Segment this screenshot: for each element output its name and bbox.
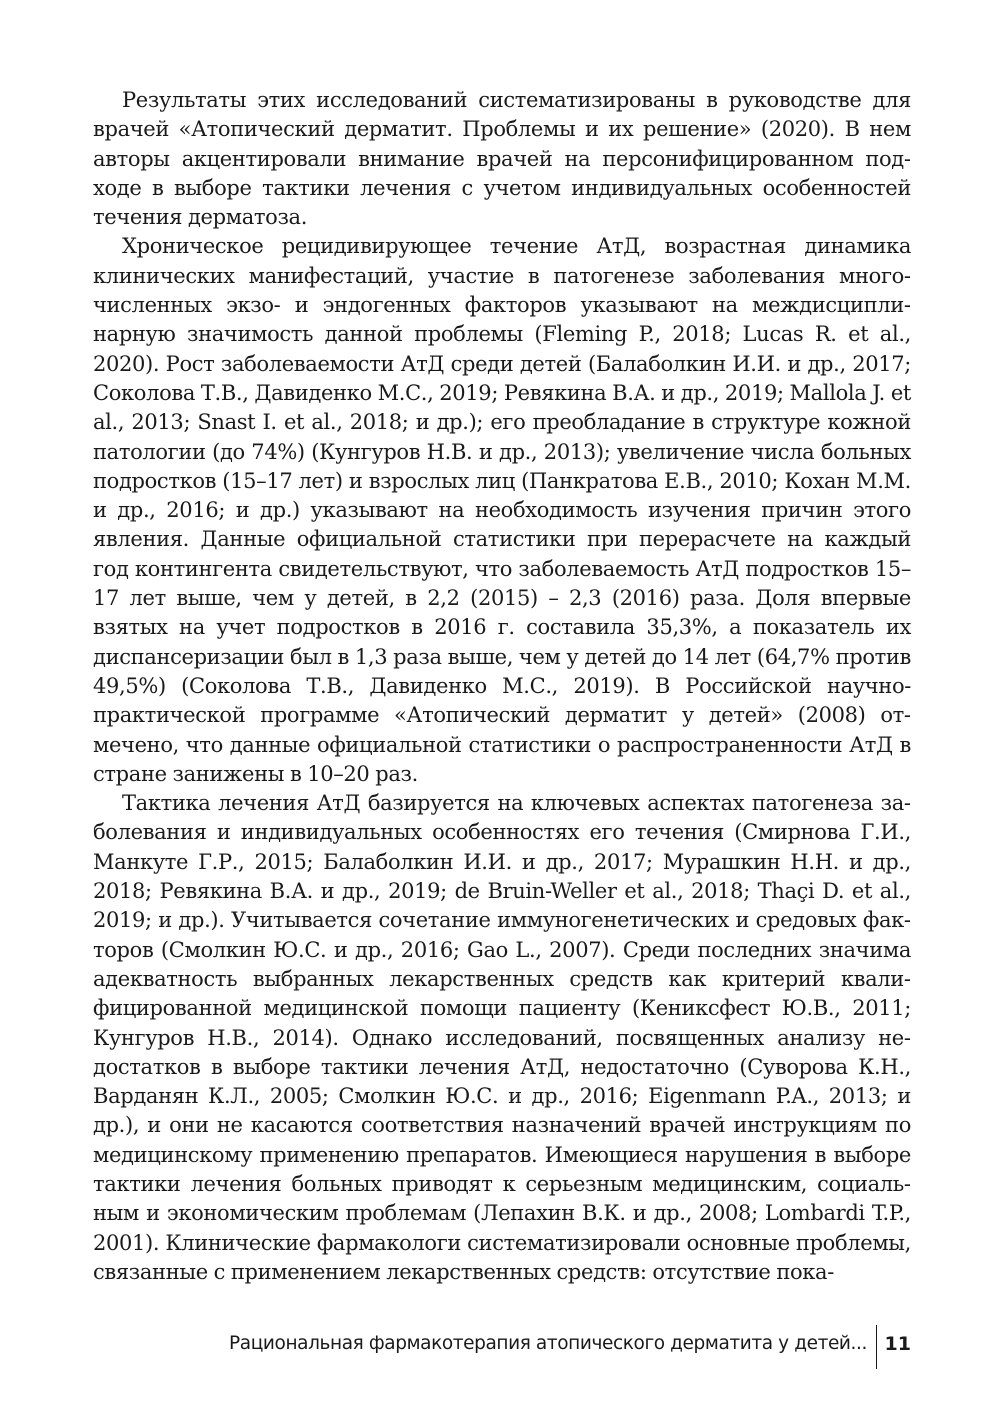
paragraph-2: Хроническое рецидивирующее течение АтД, возрастная динамика клинических манифестаций, участие в патогенезе заболевания многочисленных экзо- и эндогенных факторов указывают на междисциплинарную значимость данной проблемы (Fleming P., 2018; Lucas R. et al., 2020). Рост заболеваемости АтД среди детей (Балаболкин И.И. и др., 2017; Соколова Т.В., Давиденко М.С., 2019; Ревякина В.А. и др., 2019; Mallola J. et al., 2013; Snast I. et al., 2018; и др.); его преобладание в структуре кожной патологии (до 74%) (Кунгуров Н.В. и др., 2013); увеличение числа больных подростков (15–17 лет) и взрослых лиц (Панкратова Е.В., 2010; Кохан М.М. и др., 2016; и др.) указывают на необходимость изучения причин этого явления. Данные официальной статистики при перерасчете на каждый год контингента свидетельствуют, что заболеваемость АтД подростков 15–17 лет выше, чем у детей, в 2,2 (2015) – 2,3 (2016) раза. Доля впервые взятых на учет подростков в 2016 г. составила 35,3%, а показатель их диспансеризации был в 1,3 раза выше, чем у детей до 14 лет (64,7% против 49,5%) (Соколова Т.В., Давиденко М.С., 2019). В Российской научно-практической программе «Атопический дерматит у детей» (2008) отмечено, что данные официальной статистики о распространенности АтД в стране занижены в 10–20 раз. [93, 234, 911, 786]
paragraph-1: Результаты этих исследований систематизированы в руководстве для врачей «Атопический дерматит. Проблемы и их решение» (2020). В нем авторы акцентировали внимание врачей на персонифицированном подходе в выборе тактики лечения с учетом индивидуальных особенностей течения дерматоза. [93, 88, 911, 230]
running-title: Рациональная фармакотерапия атопического дерматита у детей... [229, 1333, 867, 1354]
paragraph-3: Тактика лечения АтД базируется на ключевых аспектах патогенеза заболевания и индивидуальных особенностях его течения (Смирнова Г.И., Манкуте Г.Р., 2015; Балаболкин И.И. и др., 2017; Мурашкин Н.Н. и др., 2018; Ревякина В.А. и др., 2019; de Bruin-Weller et al., 2018; Thaçi D. et al., 2019; и др.). Учитывается сочетание иммуногенетических и средовых факторов (Смолкин Ю.С. и др., 2016; Gao L., 2007). Среди последних значима адекватность выбранных лекарственных средств как критерий квалифицированной медицинской помощи пациенту (Кениксфест Ю.В., 2011; Кунгуров Н.В., 2014). Однако исследований, посвященных анализу недостатков в выборе тактики лечения АтД, недостаточно (Суворова К.Н., Варданян К.Л., 2005; Смолкин Ю.С. и др., 2016; Eigenmann P.A., 2013; и др.), и они не касаются соответствия назначений врачей инструкциям по медицинскому применению препаратов. Имеющиеся нарушения в выборе тактики лечения больных приводят к серьезным медицинским, социальным и экономическим проблемам (Лепахин В.К. и др., 2008; Lombardi T.P., 2001). Клинические фармакологи систематизировали основные проблемы, связанные с применением лекарственных средств: отсутствие пока- [93, 791, 911, 1284]
page-footer [93, 1325, 911, 1365]
page-body [93, 86, 911, 1287]
footer-divider [876, 1325, 878, 1369]
page-number: 11 [884, 1333, 911, 1355]
